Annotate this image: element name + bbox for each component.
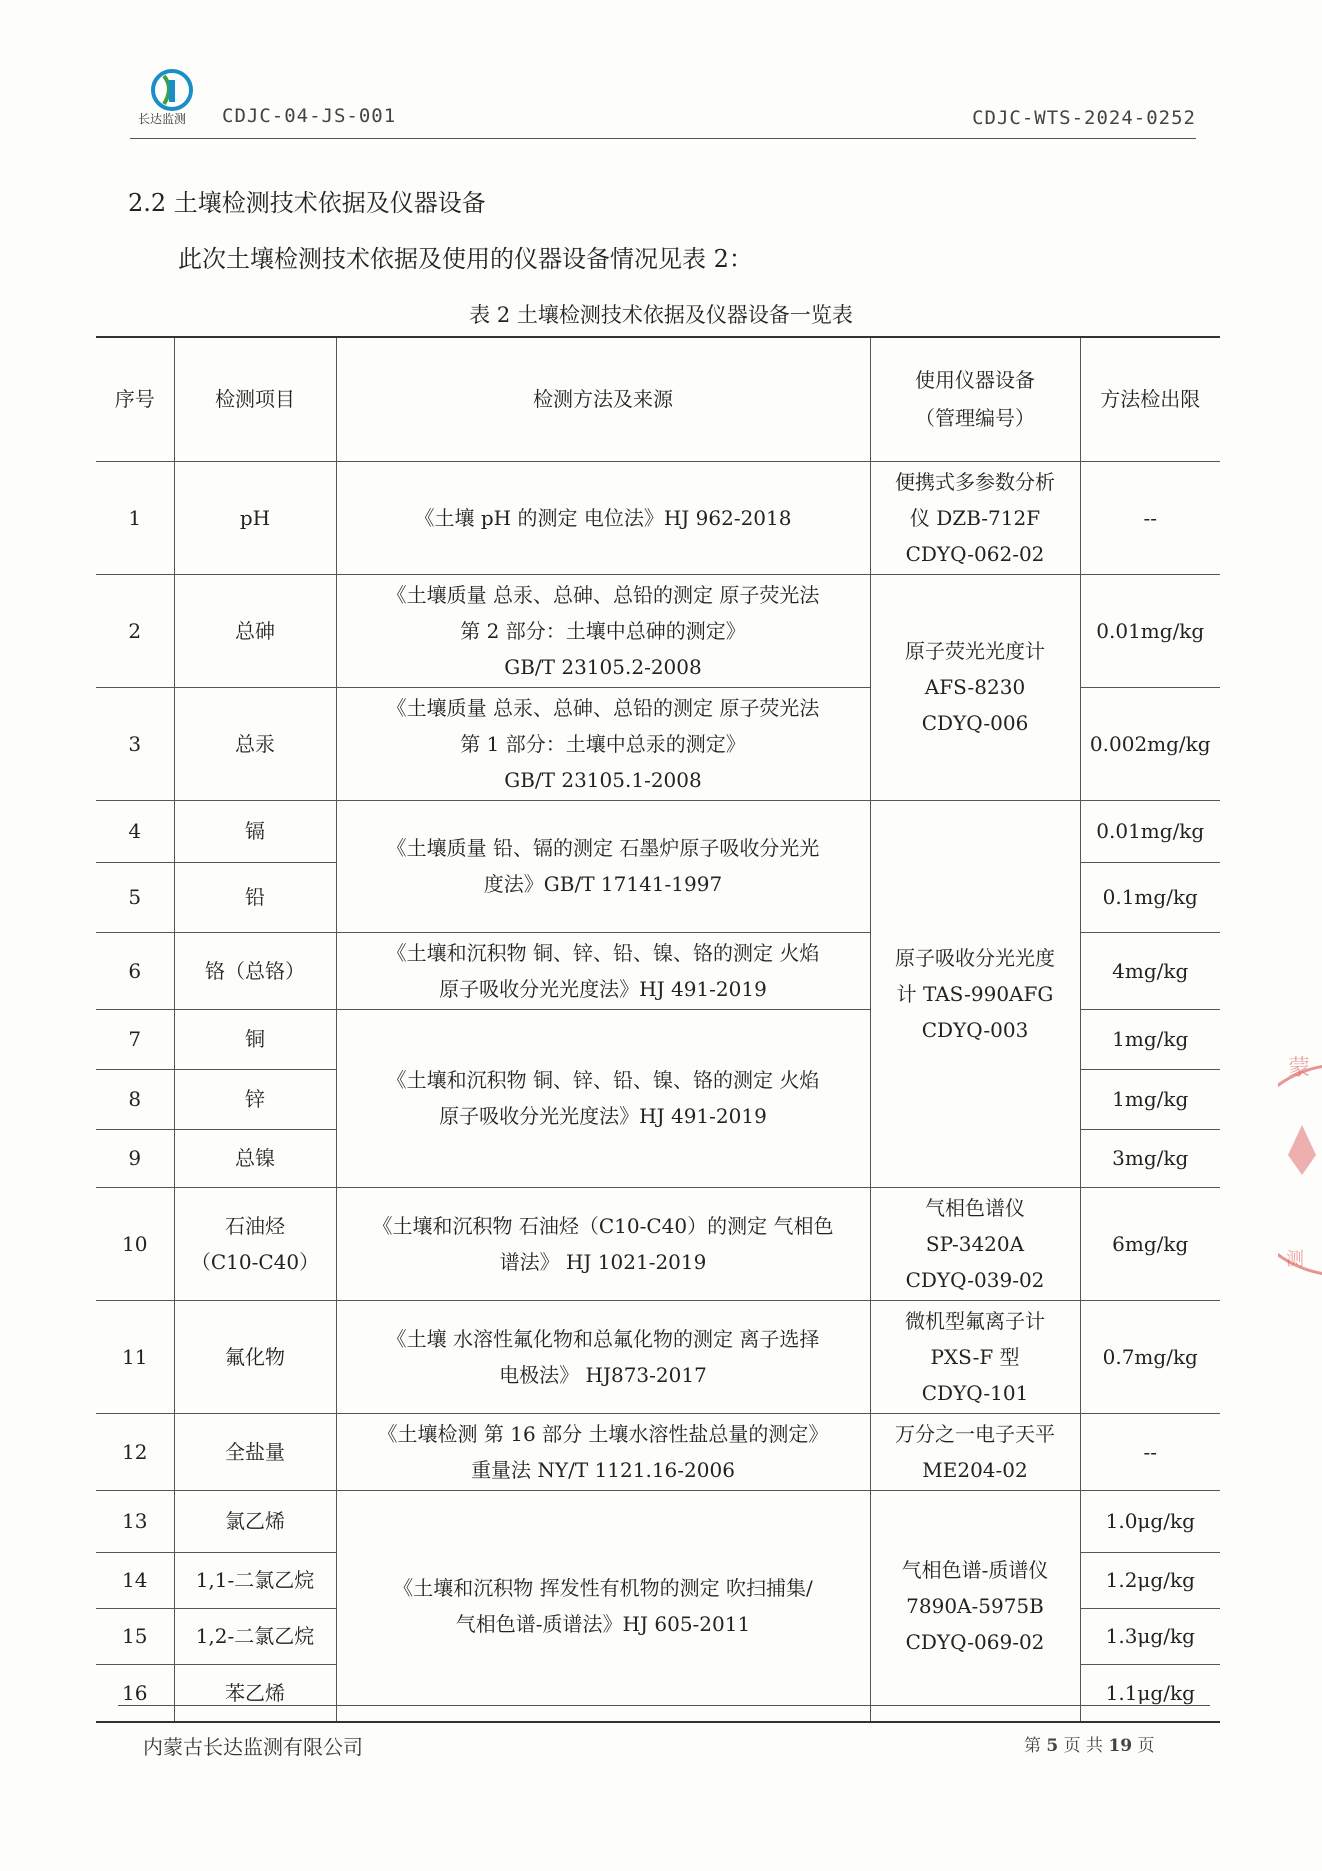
header-instrument-line2: （管理编号） (915, 406, 1035, 431)
row-item: 锌 (174, 1069, 336, 1129)
instrument-line: 微机型氟离子计 (905, 1308, 1045, 1333)
table-row (96, 1490, 1220, 1552)
table-row (96, 1300, 1220, 1413)
method-line: 气相色谱-质谱法》HJ 605-2011 (455, 1611, 751, 1636)
row-limit: 1mg/kg (1080, 1069, 1220, 1129)
instrument-line: AFS-8230 (924, 675, 1026, 699)
table-header-row (96, 337, 1220, 461)
instrument-line: CDYQ-039-02 (905, 1267, 1045, 1292)
row-instrument (870, 1300, 1080, 1413)
method-line: 《土壤检测 第 16 部分 土壤水溶性盐总量的测定》 (377, 1421, 829, 1446)
row-method (336, 1187, 870, 1300)
row-limit: -- (1080, 461, 1220, 574)
method-line: 原子吸收分光光度法》HJ 491-2019 (439, 1104, 767, 1128)
header-instrument-line1: 使用仪器设备 (915, 368, 1035, 393)
section-title: 2.2 土壤检测技术依据及仪器设备 (128, 189, 486, 217)
header-limit: 方法检出限 (1080, 337, 1220, 461)
header-seq: 序号 (96, 337, 174, 461)
row-method (336, 574, 870, 687)
method-line: 《土壤和沉积物 铜、锌、铅、镍、铬的测定 火焰 (386, 1068, 820, 1092)
table-row (96, 1413, 1220, 1490)
instrument-line: 万分之一电子天平 (895, 1421, 1055, 1446)
instrument-line: 7890A-5975B (906, 1593, 1044, 1618)
instrument-line: CDYQ-062-02 (905, 541, 1045, 566)
page-number: 5 (1046, 1736, 1059, 1756)
header-instrument (870, 337, 1080, 461)
row-item: 铅 (174, 862, 336, 932)
row-seq: 15 (96, 1608, 174, 1664)
row-instrument (870, 800, 1080, 1187)
row-method (336, 687, 870, 800)
instrument-line: CDYQ-003 (921, 1017, 1029, 1042)
row-item: 1,2-二氯乙烷 (174, 1608, 336, 1664)
row-seq: 14 (96, 1552, 174, 1608)
method-line: 谱法》 HJ 1021-2019 (499, 1249, 707, 1274)
page-mid: 页 共 (1063, 1736, 1104, 1756)
page-total: 19 (1108, 1736, 1133, 1756)
row-item: 1,1-二氯乙烷 (174, 1552, 336, 1608)
document-code: CDJC-04-JS-001 (222, 105, 397, 127)
row-seq: 5 (96, 862, 174, 932)
instrument-line: ME204-02 (922, 1457, 1028, 1482)
row-item: 镉 (174, 800, 336, 862)
instrument-line: CDYQ-006 (921, 711, 1029, 735)
method-line: 《土壤和沉积物 铜、锌、铅、镍、铬的测定 火焰 (386, 940, 820, 965)
row-seq: 1 (96, 461, 174, 574)
table-row (96, 574, 1220, 687)
row-seq: 16 (96, 1664, 174, 1722)
row-item: 总砷 (174, 574, 336, 687)
footer-divider (118, 1705, 1210, 1706)
row-seq: 11 (96, 1300, 174, 1413)
row-seq: 9 (96, 1129, 174, 1187)
row-limit: 1.3μg/kg (1080, 1608, 1220, 1664)
row-seq: 3 (96, 687, 174, 800)
row-item: 全盐量 (174, 1413, 336, 1490)
row-limit: 4mg/kg (1080, 932, 1220, 1009)
instrument-line: 原子吸收分光光度 (895, 945, 1055, 970)
method-line: GB/T 23105.2-2008 (504, 654, 702, 679)
report-number: CDJC-WTS-2024-0252 (972, 107, 1196, 129)
row-item: 总汞 (174, 687, 336, 800)
svg-text:测: 测 (1286, 1249, 1304, 1270)
method-line: GB/T 23105.1-2008 (504, 767, 702, 792)
method-line: 《土壤 pH 的测定 电位法》HJ 962-2018 (414, 505, 792, 530)
row-limit: 1mg/kg (1080, 1009, 1220, 1069)
table-caption: 表 2 土壤检测技术依据及仪器设备一览表 (469, 303, 853, 327)
table-row (96, 1187, 1220, 1300)
svg-text:蒙: 蒙 (1288, 1056, 1311, 1081)
row-item: 氟化物 (174, 1300, 336, 1413)
table-row (96, 461, 1220, 574)
row-seq: 6 (96, 932, 174, 1009)
row-item: 总镍 (174, 1129, 336, 1187)
instrument-line: PXS-F 型 (930, 1344, 1020, 1369)
row-method (336, 1009, 870, 1187)
row-item: 铜 (174, 1009, 336, 1069)
instrument-line: 气相色谱仪 (925, 1195, 1025, 1220)
footer-company: 内蒙古长达监测有限公司 (143, 1735, 363, 1759)
seal-stamp-icon (1278, 1045, 1322, 1295)
row-item: 铬（总铬） (174, 932, 336, 1009)
row-instrument (870, 1187, 1080, 1300)
row-item: 氯乙烯 (174, 1490, 336, 1552)
row-limit: 0.002mg/kg (1080, 687, 1220, 800)
row-instrument (870, 461, 1080, 574)
item-line: （C10-C40） (190, 1249, 320, 1274)
page-indicator (1024, 1731, 1155, 1756)
row-limit: 0.7mg/kg (1080, 1300, 1220, 1413)
logo-text: 长达监测 (138, 112, 187, 126)
row-limit: 3mg/kg (1080, 1129, 1220, 1187)
page-prefix: 第 (1024, 1736, 1041, 1756)
method-line: 《土壤质量 总汞、总砷、总铅的测定 原子荧光法 (386, 582, 820, 607)
section-intro: 此次土壤检测技术依据及使用的仪器设备情况见表 2： (178, 245, 753, 273)
instrument-line: SP-3420A (925, 1231, 1025, 1256)
row-seq: 2 (96, 574, 174, 687)
instrument-line: CDYQ-101 (921, 1380, 1029, 1405)
row-instrument (870, 1490, 1080, 1722)
method-line: 第 1 部分：土壤中总汞的测定》 (460, 731, 746, 756)
row-seq: 10 (96, 1187, 174, 1300)
row-limit: 1.2μg/kg (1080, 1552, 1220, 1608)
instrument-line: CDYQ-069-02 (905, 1629, 1045, 1654)
row-method (336, 461, 870, 574)
page-header (130, 62, 1196, 139)
method-line: 《土壤和沉积物 挥发性有机物的测定 吹扫捕集/ (393, 1575, 813, 1600)
row-limit: -- (1080, 1413, 1220, 1490)
row-limit: 6mg/kg (1080, 1187, 1220, 1300)
method-line: 《土壤 水溶性氟化物和总氟化物的测定 离子选择 (386, 1326, 820, 1351)
row-limit: 0.1mg/kg (1080, 862, 1220, 932)
method-line: 度法》GB/T 17141-1997 (483, 872, 723, 896)
row-instrument (870, 574, 1080, 800)
instrument-line: 气相色谱-质谱仪 (901, 1557, 1049, 1582)
instrument-line: 便携式多参数分析 (895, 469, 1055, 494)
method-line: 电极法》 HJ873-2017 (499, 1362, 707, 1387)
method-line: 原子吸收分光光度法》HJ 491-2019 (439, 976, 767, 1001)
row-seq: 7 (96, 1009, 174, 1069)
table-row (96, 800, 1220, 862)
method-line: 《土壤和沉积物 石油烃（C10-C40）的测定 气相色 (372, 1213, 834, 1238)
row-item: pH (174, 461, 336, 574)
method-line: 《土壤质量 铅、镉的测定 石墨炉原子吸收分光光 (386, 836, 820, 860)
instrument-line: 仪 DZB-712F (909, 505, 1041, 530)
row-limit: 0.01mg/kg (1080, 800, 1220, 862)
header-method: 检测方法及来源 (336, 337, 870, 461)
method-line: 第 2 部分：土壤中总砷的测定》 (460, 618, 746, 643)
item-line: 石油烃 (225, 1213, 285, 1238)
row-seq: 4 (96, 800, 174, 862)
row-item (174, 1187, 336, 1300)
row-limit: 0.01mg/kg (1080, 574, 1220, 687)
instrument-line: 原子荧光光度计 (905, 639, 1045, 663)
row-limit: 1.0μg/kg (1080, 1490, 1220, 1552)
row-method (336, 800, 870, 932)
method-line: 《土壤质量 总汞、总砷、总铅的测定 原子荧光法 (386, 695, 820, 720)
instrument-line: 计 TAS-990AFG (896, 981, 1054, 1006)
method-line: 重量法 NY/T 1121.16-2006 (471, 1457, 735, 1482)
row-item: 苯乙烯 (174, 1664, 336, 1722)
header-item: 检测项目 (174, 337, 336, 461)
row-method (336, 932, 870, 1009)
row-method (336, 1300, 870, 1413)
row-instrument (870, 1413, 1080, 1490)
row-method (336, 1490, 870, 1722)
row-seq: 13 (96, 1490, 174, 1552)
row-method (336, 1413, 870, 1490)
row-seq: 12 (96, 1413, 174, 1490)
row-limit: 1.1μg/kg (1080, 1664, 1220, 1722)
page-suffix: 页 (1137, 1736, 1155, 1756)
row-seq: 8 (96, 1069, 174, 1129)
equipment-table (96, 336, 1220, 1723)
